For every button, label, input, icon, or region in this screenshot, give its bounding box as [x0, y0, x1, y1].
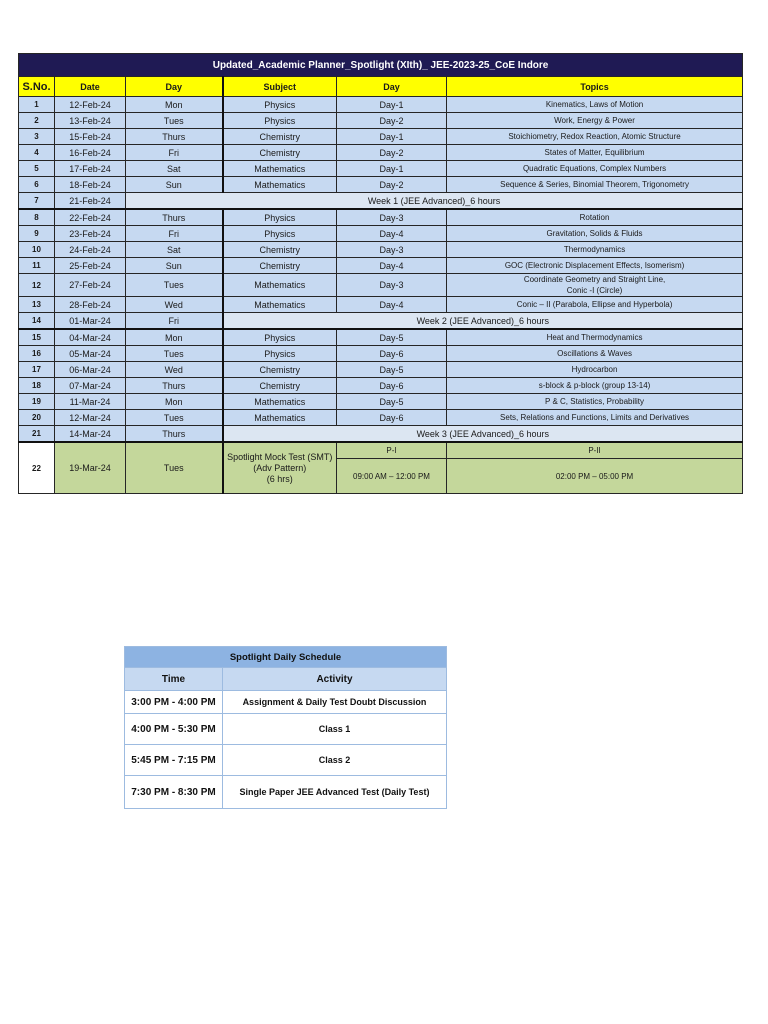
row-sno: 6 [19, 177, 55, 193]
schedule-header-time: Time [125, 668, 223, 691]
row-topics: Quadratic Equations, Complex Numbers [447, 161, 743, 177]
row-subject: Mathematics [223, 177, 337, 193]
schedule-time: 4:00 PM - 5:30 PM [125, 714, 223, 745]
row-sno: 5 [19, 161, 55, 177]
row-day: Mon [126, 394, 223, 410]
paper-2-time: 02:00 PM – 05:00 PM [447, 459, 743, 494]
row-sno: 7 [19, 193, 55, 210]
row-day-number: Day-3 [337, 242, 447, 258]
planner-header-row [19, 77, 743, 97]
row-day-number: Day-5 [337, 329, 447, 346]
row-day: Sun [126, 258, 223, 274]
planner-title-row [19, 54, 743, 77]
schedule-row [125, 691, 447, 714]
planner-row [19, 426, 743, 443]
row-date: 13-Feb-24 [55, 113, 126, 129]
row-date: 05-Mar-24 [55, 346, 126, 362]
row-date: 27-Feb-24 [55, 274, 126, 297]
row-sno: 17 [19, 362, 55, 378]
row-day: Mon [126, 329, 223, 346]
row-day: Tues [126, 410, 223, 426]
header-day: Day [126, 77, 223, 97]
row-topics: States of Matter, Equilibrium [447, 145, 743, 161]
row-subject: Physics [223, 97, 337, 113]
row-date: 12-Feb-24 [55, 97, 126, 113]
row-day-number: Day-6 [337, 346, 447, 362]
row-date: 04-Mar-24 [55, 329, 126, 346]
row-date: 07-Mar-24 [55, 378, 126, 394]
row-subject: Physics [223, 113, 337, 129]
row-topics: Sequence & Series, Binomial Theorem, Trigonometry [447, 177, 743, 193]
row-subject: Physics [223, 346, 337, 362]
row-sno: 13 [19, 297, 55, 313]
row-day-number: Day-6 [337, 378, 447, 394]
row-subject: Physics [223, 226, 337, 242]
planner-row [19, 258, 743, 274]
row-day-number: Day-3 [337, 209, 447, 226]
header-day-number: Day [337, 77, 447, 97]
row-subject: Mathematics [223, 410, 337, 426]
row-date: 19-Mar-24 [55, 442, 126, 494]
row-subject: Chemistry [223, 258, 337, 274]
row-topics: s-block & p-block (group 13-14) [447, 378, 743, 394]
row-date: 16-Feb-24 [55, 145, 126, 161]
week-block: Week 1 (JEE Advanced)_6 hours [126, 193, 743, 210]
row-date: 24-Feb-24 [55, 242, 126, 258]
row-date: 14-Mar-24 [55, 426, 126, 443]
row-sno: 19 [19, 394, 55, 410]
schedule-row [125, 776, 447, 809]
row-topics: Rotation [447, 209, 743, 226]
week-block: Week 2 (JEE Advanced)_6 hours [223, 313, 743, 330]
row-topics: Thermodynamics [447, 242, 743, 258]
planner-row [19, 226, 743, 242]
row-subject: Mathematics [223, 274, 337, 297]
planner-row [19, 410, 743, 426]
row-subject: Mathematics [223, 394, 337, 410]
mock-test-line-3: (6 hrs) [266, 473, 293, 484]
row-date: 21-Feb-24 [55, 193, 126, 210]
row-day: Thurs [126, 129, 223, 145]
row-day-number: Day-3 [337, 274, 447, 297]
mock-test-line-1: Spotlight Mock Test (SMT) [227, 451, 333, 462]
row-topics: Work, Energy & Power [447, 113, 743, 129]
row-day: Fri [126, 313, 223, 330]
planner-row [19, 313, 743, 330]
row-sno: 10 [19, 242, 55, 258]
row-sno: 8 [19, 209, 55, 226]
row-topics: Heat and Thermodynamics [447, 329, 743, 346]
schedule-time: 5:45 PM - 7:15 PM [125, 745, 223, 776]
schedule-row [125, 714, 447, 745]
planner-row-mock-test [19, 442, 743, 459]
row-date: 23-Feb-24 [55, 226, 126, 242]
row-topics-line-2: Conic -I (Circle) [566, 286, 623, 295]
row-day: Thurs [126, 378, 223, 394]
row-day: Sat [126, 242, 223, 258]
row-date: 01-Mar-24 [55, 313, 126, 330]
row-date: 18-Feb-24 [55, 177, 126, 193]
row-topics: Hydrocarbon [447, 362, 743, 378]
row-day: Tues [126, 113, 223, 129]
row-day-number: Day-4 [337, 258, 447, 274]
row-day: Thurs [126, 426, 223, 443]
row-date: 25-Feb-24 [55, 258, 126, 274]
planner-row [19, 145, 743, 161]
schedule-header-activity: Activity [223, 668, 447, 691]
schedule-time: 3:00 PM - 4:00 PM [125, 691, 223, 714]
row-day-number: Day-2 [337, 145, 447, 161]
planner-row [19, 242, 743, 258]
schedule-time: 7:30 PM - 8:30 PM [125, 776, 223, 809]
row-day: Fri [126, 145, 223, 161]
row-topics: Conic – II (Parabola, Ellipse and Hyperbola) [447, 297, 743, 313]
row-topics: Oscillations & Waves [447, 346, 743, 362]
planner-row [19, 161, 743, 177]
planner-title: Updated_Academic Planner_Spotlight (XIth)_ JEE-2023-25_CoE Indore [19, 54, 743, 77]
paper-1-label: P-I [337, 442, 447, 459]
planner-row [19, 193, 743, 210]
mock-test-cell [223, 442, 337, 494]
row-day-number: Day-2 [337, 113, 447, 129]
planner-row [19, 329, 743, 346]
row-day: Tues [126, 274, 223, 297]
row-day-number: Day-4 [337, 226, 447, 242]
row-topics-line-1: Coordinate Geometry and Straight Line, [523, 275, 666, 284]
row-sno: 11 [19, 258, 55, 274]
row-sno: 20 [19, 410, 55, 426]
planner-row [19, 362, 743, 378]
row-date: 22-Feb-24 [55, 209, 126, 226]
header-sno: S.No. [19, 77, 55, 97]
schedule-activity: Single Paper JEE Advanced Test (Daily Test) [223, 776, 447, 809]
row-topics [447, 274, 743, 297]
daily-schedule-table [124, 646, 447, 809]
row-date: 15-Feb-24 [55, 129, 126, 145]
row-day: Fri [126, 226, 223, 242]
row-day: Tues [126, 442, 223, 494]
paper-1-time: 09:00 AM – 12:00 PM [337, 459, 447, 494]
row-sno: 2 [19, 113, 55, 129]
planner-row [19, 177, 743, 193]
row-date: 17-Feb-24 [55, 161, 126, 177]
row-day-number: Day-5 [337, 394, 447, 410]
planner-row [19, 209, 743, 226]
row-day: Sat [126, 161, 223, 177]
schedule-activity: Assignment & Daily Test Doubt Discussion [223, 691, 447, 714]
row-sno: 4 [19, 145, 55, 161]
schedule-title-row [125, 647, 447, 668]
row-date: 12-Mar-24 [55, 410, 126, 426]
schedule-header-row [125, 668, 447, 691]
planner-row [19, 394, 743, 410]
planner-row [19, 297, 743, 313]
row-date: 11-Mar-24 [55, 394, 126, 410]
row-sno: 16 [19, 346, 55, 362]
row-day: Mon [126, 97, 223, 113]
mock-test-line-2: (Adv Pattern) [253, 462, 307, 473]
row-subject: Chemistry [223, 378, 337, 394]
row-topics: Kinematics, Laws of Motion [447, 97, 743, 113]
row-sno: 15 [19, 329, 55, 346]
schedule-activity: Class 1 [223, 714, 447, 745]
header-subject: Subject [223, 77, 337, 97]
row-day-number: Day-6 [337, 410, 447, 426]
row-day-number: Day-1 [337, 161, 447, 177]
row-subject: Mathematics [223, 161, 337, 177]
row-sno: 9 [19, 226, 55, 242]
row-topics: GOC (Electronic Displacement Effects, Isomerism) [447, 258, 743, 274]
row-topics: P & C, Statistics, Probability [447, 394, 743, 410]
planner-row [19, 274, 743, 297]
row-sno: 14 [19, 313, 55, 330]
row-subject: Physics [223, 329, 337, 346]
planner-row [19, 113, 743, 129]
row-sno: 12 [19, 274, 55, 297]
row-sno: 22 [19, 442, 55, 494]
row-day-number: Day-4 [337, 297, 447, 313]
row-date: 28-Feb-24 [55, 297, 126, 313]
planner-row [19, 97, 743, 113]
academic-planner-table [18, 53, 743, 494]
row-day: Tues [126, 346, 223, 362]
schedule-row [125, 745, 447, 776]
row-day: Wed [126, 362, 223, 378]
row-topics: Gravitation, Solids & Fluids [447, 226, 743, 242]
row-sno: 18 [19, 378, 55, 394]
row-day: Thurs [126, 209, 223, 226]
header-topics: Topics [447, 77, 743, 97]
row-sno: 21 [19, 426, 55, 443]
row-sno: 1 [19, 97, 55, 113]
row-subject: Chemistry [223, 242, 337, 258]
week-block: Week 3 (JEE Advanced)_6 hours [223, 426, 743, 443]
row-date: 06-Mar-24 [55, 362, 126, 378]
row-day-number: Day-1 [337, 97, 447, 113]
row-day-number: Day-1 [337, 129, 447, 145]
schedule-activity: Class 2 [223, 745, 447, 776]
row-subject: Chemistry [223, 129, 337, 145]
row-day-number: Day-5 [337, 362, 447, 378]
row-subject: Physics [223, 209, 337, 226]
row-subject: Chemistry [223, 362, 337, 378]
row-day: Sun [126, 177, 223, 193]
planner-row [19, 346, 743, 362]
row-sno: 3 [19, 129, 55, 145]
row-day: Wed [126, 297, 223, 313]
row-topics: Sets, Relations and Functions, Limits and Derivatives [447, 410, 743, 426]
row-subject: Mathematics [223, 297, 337, 313]
row-day-number: Day-2 [337, 177, 447, 193]
planner-row [19, 129, 743, 145]
paper-2-label: P-II [447, 442, 743, 459]
schedule-title: Spotlight Daily Schedule [125, 647, 447, 668]
planner-row [19, 378, 743, 394]
header-date: Date [55, 77, 126, 97]
row-subject: Chemistry [223, 145, 337, 161]
row-topics: Stoichiometry, Redox Reaction, Atomic Structure [447, 129, 743, 145]
